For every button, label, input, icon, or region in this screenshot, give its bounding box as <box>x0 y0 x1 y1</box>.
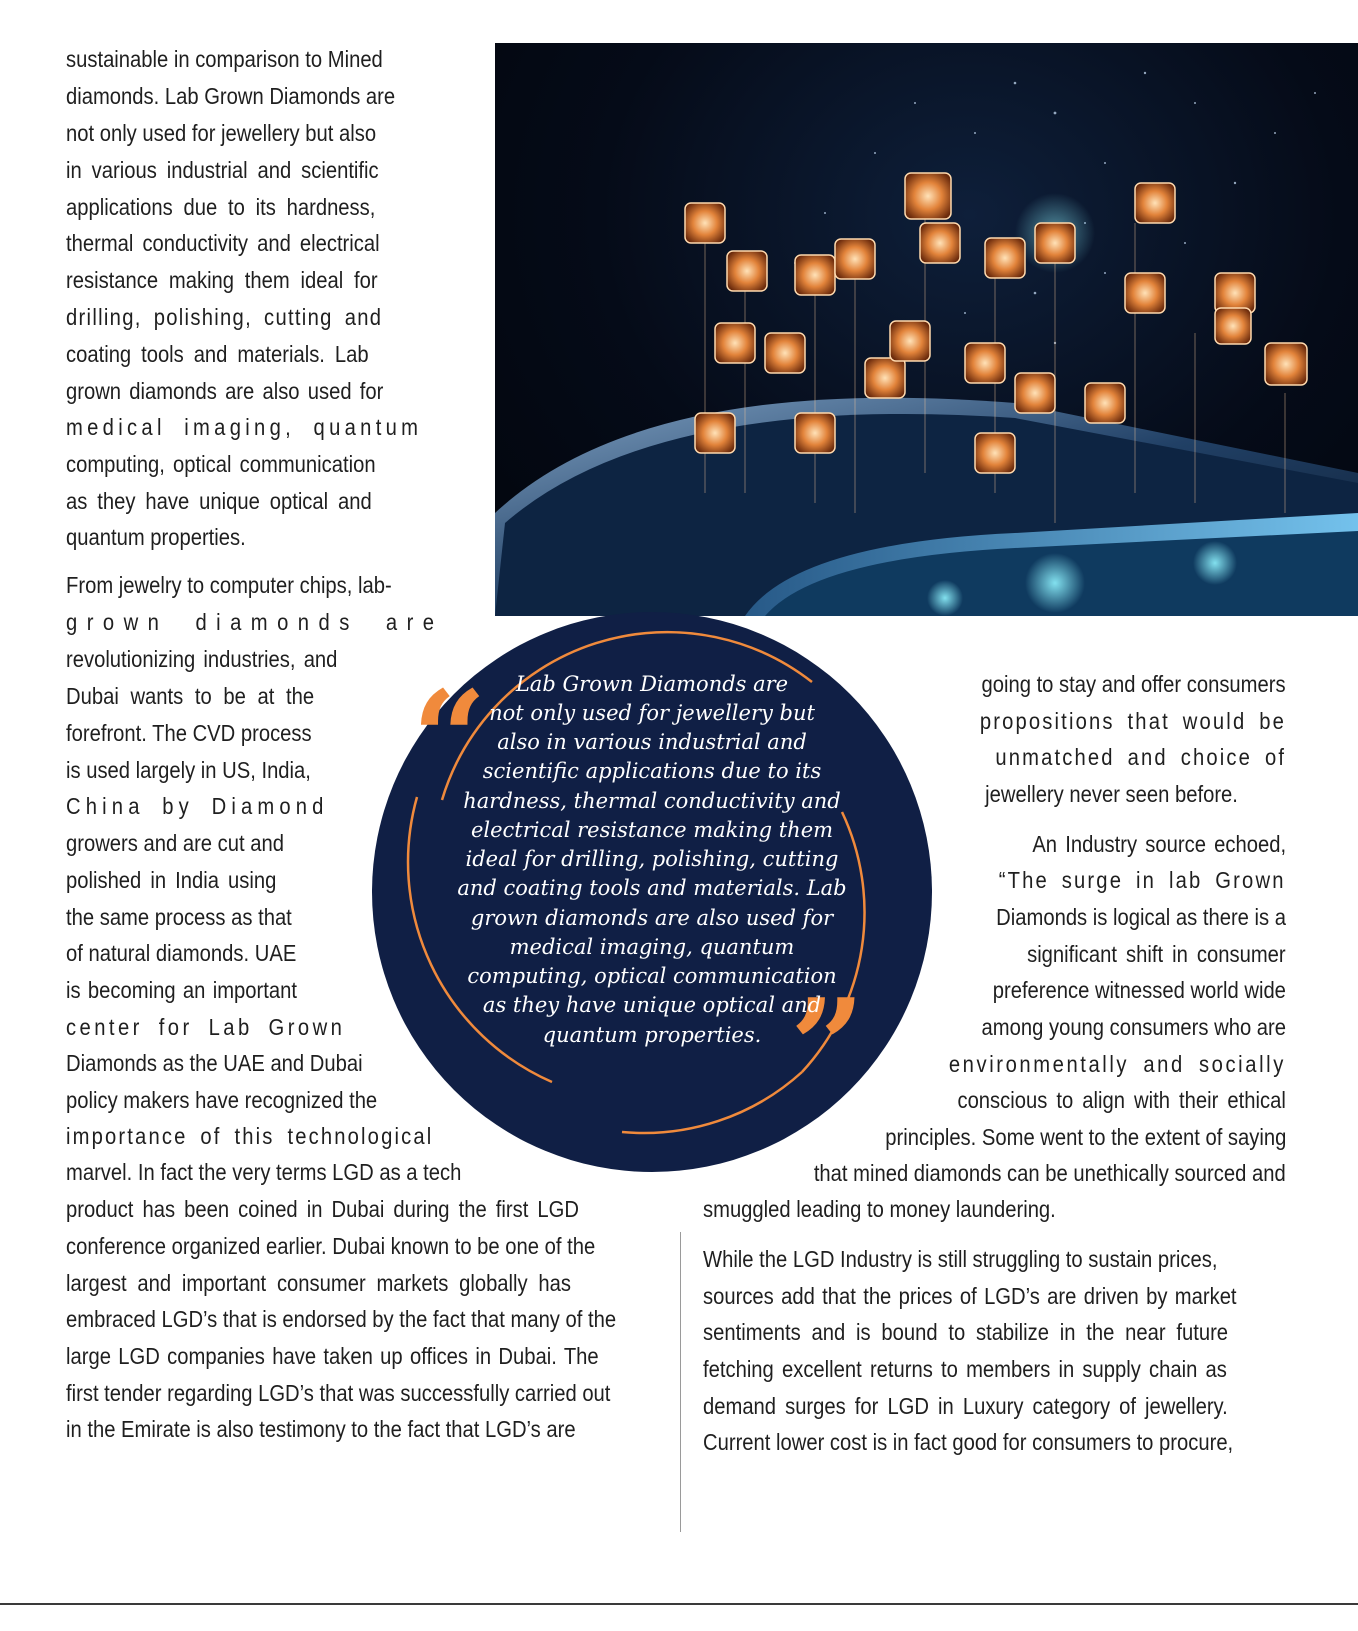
text-line: conscious to align with their ethical <box>957 1087 1286 1113</box>
text-line: importance of this technological <box>66 1123 434 1149</box>
quote-line: hardness, thermal conductivity and <box>463 789 841 813</box>
text-line: growers and are cut and <box>66 830 284 856</box>
text-line: principles. Some went to the extent of saying <box>884 1124 1286 1150</box>
quote-line: scientific applications due to its <box>482 759 822 783</box>
quote-line: also in various industrial and <box>497 730 807 754</box>
text-line: not only used for jewellery but also <box>66 120 377 146</box>
text-line: among young consumers who are <box>981 1014 1286 1040</box>
text-line: of natural diamonds. UAE <box>66 940 297 966</box>
text-line: conference organized earlier. Dubai known to be one of the <box>66 1233 596 1259</box>
text-line: resistance making them ideal for <box>66 267 378 293</box>
text-line: diamonds. Lab Grown Diamonds are <box>66 83 396 109</box>
text-line: smuggled leading to money laundering. <box>703 1196 1056 1222</box>
quote-line: medical imaging, quantum <box>509 935 795 959</box>
text-line: in the Emirate is also testimony to the fact that LGD’s are <box>66 1416 576 1442</box>
text-line: that mined diamonds can be unethically sourced and <box>814 1160 1286 1186</box>
text-line: medical imaging, quantum <box>66 414 423 440</box>
text-line: the same process as that <box>66 904 292 930</box>
text-line: first tender regarding LGD’s that was successfully carried out <box>66 1380 611 1406</box>
text-line: applications due to its hardness, <box>66 194 376 220</box>
text-line: embraced LGD’s that is endorsed by the fact that many of the <box>66 1306 617 1332</box>
text-line: largest and important consumer markets globally has <box>66 1270 572 1296</box>
text-line: sustainable in comparison to Mined <box>66 46 383 72</box>
quote-line: as they have unique optical and <box>482 993 822 1017</box>
quote-line: quantum properties. <box>542 1023 762 1047</box>
text-line: polished in India using <box>66 867 277 893</box>
text-line: drilling, polishing, cutting and <box>66 304 383 330</box>
text-line: Diamonds is logical as there is a <box>996 904 1286 930</box>
text-line: From jewelry to computer chips, lab- <box>66 572 392 598</box>
smartphone-cubes-illustration-icon <box>495 43 1358 616</box>
quote-line: computing, optical communication <box>467 964 837 988</box>
text-line: policy makers have recognized the <box>66 1087 378 1113</box>
quote-line: grown diamonds are also used for <box>470 906 834 930</box>
text-line: product has been coined in Dubai during the first LGD <box>66 1196 579 1222</box>
quote-line: not only used for jewellery but <box>489 701 815 725</box>
text-line: large LGD companies have taken up offices in Dubai. The <box>66 1343 599 1369</box>
text-line: thermal conductivity and electrical <box>66 230 380 256</box>
text-line: forefront. The CVD process <box>66 720 312 746</box>
text-line: fetching excellent returns to members in supply chain as <box>703 1356 1227 1382</box>
text-line: revolutionizing industries, and <box>66 646 338 672</box>
text-line: An Industry source echoed, <box>1032 831 1286 857</box>
quote-line: ideal for drilling, polishing, cutting <box>465 847 839 871</box>
text-line: demand surges for LGD in Luxury category of jewellery. <box>703 1393 1228 1419</box>
quote-line: Lab Grown Diamonds are <box>515 672 789 696</box>
text-line: China by Diamond <box>66 793 329 819</box>
text-line: unmatched and choice of <box>995 744 1286 770</box>
text-line: While the LGD Industry is still struggling to sustain prices, <box>703 1246 1218 1272</box>
text-line: preference witnessed world wide <box>992 977 1286 1003</box>
text-line: is used largely in US, India, <box>66 757 311 783</box>
open-quote-mark-icon: “ <box>412 662 487 815</box>
text-line: as they have unique optical and <box>66 488 372 514</box>
text-line: center for Lab Grown <box>66 1014 346 1040</box>
text-line: grown diamonds are also used for <box>66 378 384 404</box>
footer-rule <box>0 1603 1358 1605</box>
text-line: is becoming an important <box>66 977 297 1003</box>
quote-line: and coating tools and materials. Lab <box>457 876 847 900</box>
quote-line: electrical resistance making them <box>470 818 834 842</box>
text-line: coating tools and materials. Lab <box>66 341 369 367</box>
text-line: Diamonds as the UAE and Dubai <box>66 1050 363 1076</box>
text-line: propositions that would be <box>979 708 1286 734</box>
text-line: grown diamonds are <box>66 609 444 635</box>
text-line: quantum properties. <box>66 524 246 550</box>
text-line: computing, optical communication <box>66 451 376 477</box>
text-line: Current lower cost is in fact good for consumers to procure, <box>703 1429 1234 1455</box>
close-quote-mark-icon: ” <box>790 970 865 1123</box>
text-line: sentiments and is bound to stabilize in the near future <box>703 1319 1229 1345</box>
text-line: marvel. In fact the very terms LGD as a tech <box>66 1159 462 1185</box>
text-line: in various industrial and scientific <box>66 157 379 183</box>
text-line: “The surge in lab Grown <box>999 867 1286 893</box>
text-line: significant shift in consumer <box>1027 941 1286 967</box>
column-divider <box>680 1232 681 1532</box>
text-line: environmentally and socially <box>948 1051 1286 1077</box>
text-line: jewellery never seen before. <box>985 781 1238 807</box>
text-line: going to stay and offer consumers <box>981 671 1286 697</box>
text-line: sources add that the prices of LGD’s are driven by market <box>703 1283 1237 1309</box>
pull-quote-circle <box>372 612 932 1172</box>
hero-image <box>495 43 1358 616</box>
text-line: Dubai wants to be at the <box>66 683 315 709</box>
